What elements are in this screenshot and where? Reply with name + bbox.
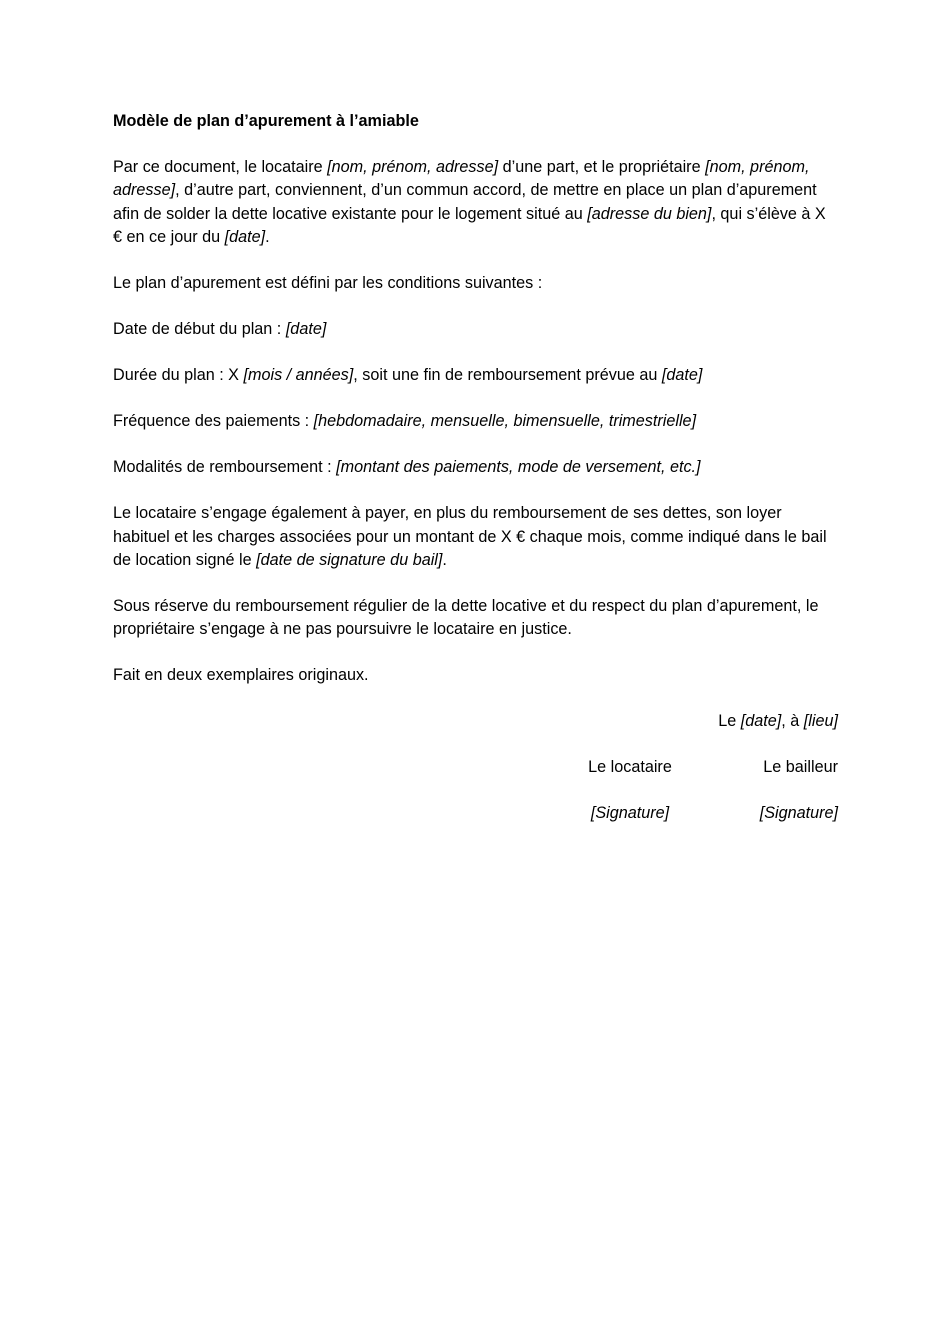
place-date-text: Le (718, 712, 741, 731)
debt-date-placeholder: [date] (224, 228, 266, 247)
end-date-placeholder: [date] (661, 366, 703, 385)
place-date-line (113, 710, 838, 733)
modalities-placeholder: [montant des paiements, mode de versement, etc.] (336, 458, 701, 477)
commitment-text: . (442, 551, 447, 570)
conditions-intro: Le plan d’apurement est défini par les conditions suivantes : (113, 274, 543, 293)
place-date-text: , à (781, 712, 804, 731)
intro-text: Par ce document, le locataire (113, 158, 328, 176)
modalities-line (113, 456, 838, 479)
modalities-label: Modalités de remboursement : (113, 458, 337, 477)
tenant-signature-placeholder (562, 802, 698, 825)
signature-placeholders-row (113, 802, 838, 825)
owner-identity-placeholder: [nom, prénom, adresse] (113, 158, 810, 200)
frequency-placeholder: [hebdomadaire, mensuelle, bimensuelle, trimestrielle] (313, 412, 697, 431)
intro-text: , qui s’élève à X € en ce jour du (113, 204, 826, 247)
document-body (113, 110, 838, 848)
tenant-label: Le locataire (588, 758, 672, 777)
reserve-paragraph: Sous réserve du remboursement régulier de la dette locative et du respect du plan d’apurement, le propriétaire s’engage à ne pas poursuivre le locataire en justice. (113, 597, 819, 639)
duration-label: Durée du plan : X (113, 366, 244, 385)
commitment-text: Le locataire s’engage également à payer, en plus du remboursement de ses dettes, son loyer habituel et les charges associées pour un montant de X € chaque mois, comme indiqué dans le bail de location signé le (113, 504, 827, 570)
copies-line: Fait en deux exemplaires originaux. (113, 666, 369, 685)
start-date-placeholder: [date] (285, 320, 327, 339)
intro-paragraph (113, 156, 838, 250)
start-date-line (113, 318, 838, 341)
intro-text: , d’autre part, conviennent, d’un commun accord, de mettre en place un plan d’apurement afin de solder la dette locative existante pour le logement situé au (113, 181, 817, 223)
tenant-signature-text: [Signature] (590, 804, 670, 823)
duration-unit-placeholder: [mois / années] (243, 366, 354, 385)
signing-date-placeholder: [date] (740, 712, 782, 731)
start-date-label: Date de début du plan : (113, 320, 286, 339)
duration-line (113, 364, 838, 387)
landlord-signature-text: [Signature] (759, 804, 838, 823)
signing-place-placeholder: [lieu] (803, 712, 838, 731)
duration-text: , soit une fin de remboursement prévue au (353, 366, 662, 385)
frequency-label: Fréquence des paiements : (113, 412, 314, 431)
landlord-label: Le bailleur (763, 758, 838, 777)
property-address-placeholder: [adresse du bien] (587, 204, 712, 223)
landlord-signature-placeholder (698, 802, 838, 825)
lease-date-placeholder: [date de signature du bail] (256, 551, 443, 570)
tenant-identity-placeholder: [nom, prénom, adresse] (327, 158, 499, 176)
frequency-line (113, 410, 838, 433)
signature-labels-row (113, 756, 838, 779)
intro-text: . (265, 228, 270, 247)
intro-text: d’une part, et le propriétaire (498, 158, 706, 176)
document-title: Modèle de plan d’apurement à l’amiable (113, 112, 419, 130)
commitment-paragraph (113, 502, 838, 572)
